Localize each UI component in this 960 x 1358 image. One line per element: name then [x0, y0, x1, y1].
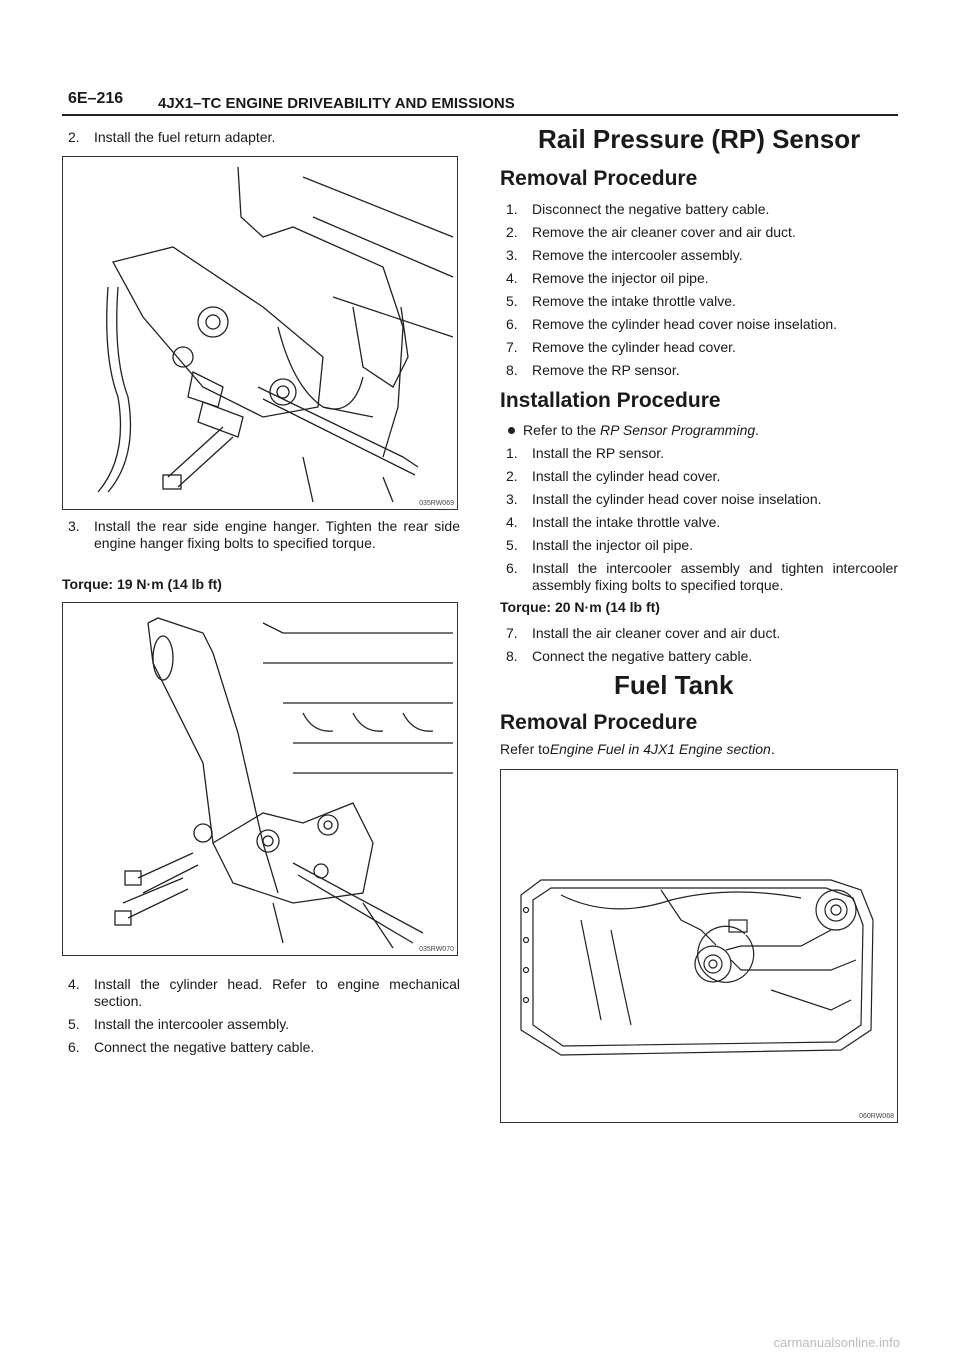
installation-steps — [506, 445, 898, 600]
removal-step-3 — [506, 247, 898, 264]
figure-caption: 035RW070 — [419, 946, 454, 953]
bullet-dot-icon — [508, 427, 515, 434]
step-number: 6. — [506, 316, 518, 332]
figure-caption: 060RW068 — [859, 1113, 894, 1120]
install-step-5 — [506, 537, 898, 554]
step-text: Disconnect the negative battery cable. — [532, 201, 770, 217]
header-rule — [62, 114, 898, 116]
step-text: Remove the RP sensor. — [532, 362, 680, 378]
removal-step-5 — [506, 293, 898, 310]
torque-spec-1: Torque: 19 N·m (14 lb ft) — [62, 576, 222, 592]
rp-sensor-programming-link[interactable]: RP Sensor Programming — [600, 422, 756, 438]
removal-step-2 — [506, 224, 898, 241]
engine-illustration-2 — [63, 603, 457, 955]
bullet-reference: Refer to the RP Sensor Programming. — [506, 422, 759, 439]
installation-procedure-heading: Installation Procedure — [500, 389, 721, 412]
step-text: Install the injector oil pipe. — [532, 537, 694, 553]
install-step-6 — [506, 560, 898, 594]
footer-watermark: carmanualsonline.info — [773, 1335, 900, 1350]
step-text: Install the cylinder head cover. — [532, 468, 721, 484]
step-number: 3. — [506, 247, 518, 263]
page-title: 4JX1–TC ENGINE DRIVEABILITY AND EMISSIONS — [158, 95, 515, 112]
removal-steps — [506, 201, 898, 385]
step-number: 3. — [506, 491, 518, 507]
step-text: Install the intake throttle valve. — [532, 514, 721, 530]
removal-step-8 — [506, 362, 898, 379]
step-number: 1. — [506, 445, 518, 461]
step-text: Install the air cleaner cover and air duct. — [532, 625, 781, 641]
step-number: 4. — [506, 270, 518, 286]
install-step-cont-2 — [506, 648, 898, 665]
install-step-2 — [506, 468, 898, 485]
step-number: 8. — [506, 648, 518, 664]
step-text: Install the intercooler assembly and tighten intercooler assembly fixing bolts to specified torque. — [532, 560, 898, 593]
step-text: Install the cylinder head cover noise inselation. — [532, 491, 822, 507]
step-number: 7. — [506, 339, 518, 355]
install-step-cont-1 — [506, 625, 898, 642]
step-text: Connect the negative battery cable. — [532, 648, 753, 664]
figure-fuel-return-adapter — [62, 156, 458, 510]
install-step-3 — [506, 491, 898, 508]
removal-step-7 — [506, 339, 898, 356]
step-number: 2. — [506, 224, 518, 240]
engine-fuel-section-link[interactable]: Engine Fuel in 4JX1 Engine section — [549, 741, 771, 757]
removal-procedure-heading: Removal Procedure — [500, 167, 698, 190]
step-number: 4. — [506, 514, 518, 530]
section-title-rp-sensor: Rail Pressure (RP) Sensor — [538, 124, 861, 154]
installation-steps-cont — [506, 625, 898, 671]
step-text: Remove the injector oil pipe. — [532, 270, 709, 286]
fuel-removal-heading: Removal Procedure — [500, 711, 698, 734]
step-text: Remove the air cleaner cover and air duct. — [532, 224, 796, 240]
step-text: Remove the intercooler assembly. — [532, 247, 743, 263]
removal-step-1 — [506, 201, 898, 218]
engine-illustration-1 — [63, 157, 457, 509]
torque-spec-2: Torque: 20 N·m (14 lb ft) — [500, 599, 660, 615]
figure-fuel-tank — [500, 769, 898, 1123]
step-number: 2. — [506, 468, 518, 484]
install-step-1 — [506, 445, 898, 462]
left-step-3: 3. Install the rear side engine hanger. Tighten the rear side engine hanger fixing bolts to specified torque. — [68, 518, 460, 551]
step-number: 1. — [506, 201, 518, 217]
fuel-tank-illustration — [501, 770, 897, 1122]
figure-rear-engine-hanger — [62, 602, 458, 956]
step-number: 6. — [506, 560, 518, 576]
step-number: 5. — [506, 537, 518, 553]
step-number: 5. — [506, 293, 518, 309]
fuel-refer-text: Refer toEngine Fuel in 4JX1 Engine section. — [500, 741, 775, 757]
page-number: 6E–216 — [68, 90, 124, 107]
left-steps-4-6: 4. Install the cylinder head. Refer to engine mechanical section. 5. Install the intercooler assembly. 6. Connect the negative battery cable. — [68, 976, 460, 1055]
step-text: Remove the cylinder head cover noise inselation. — [532, 316, 838, 332]
removal-step-6 — [506, 316, 898, 333]
step-number: 8. — [506, 362, 518, 378]
left-step-2: 2. Install the fuel return adapter. — [68, 129, 276, 145]
step-text: Remove the cylinder head cover. — [532, 339, 736, 355]
figure-caption: 035RW069 — [419, 500, 454, 507]
step-number: 7. — [506, 625, 518, 641]
install-step-4 — [506, 514, 898, 531]
section-title-fuel-tank: Fuel Tank — [614, 670, 734, 700]
step-text: Install the RP sensor. — [532, 445, 665, 461]
removal-step-4 — [506, 270, 898, 287]
step-text: Remove the intake throttle valve. — [532, 293, 736, 309]
